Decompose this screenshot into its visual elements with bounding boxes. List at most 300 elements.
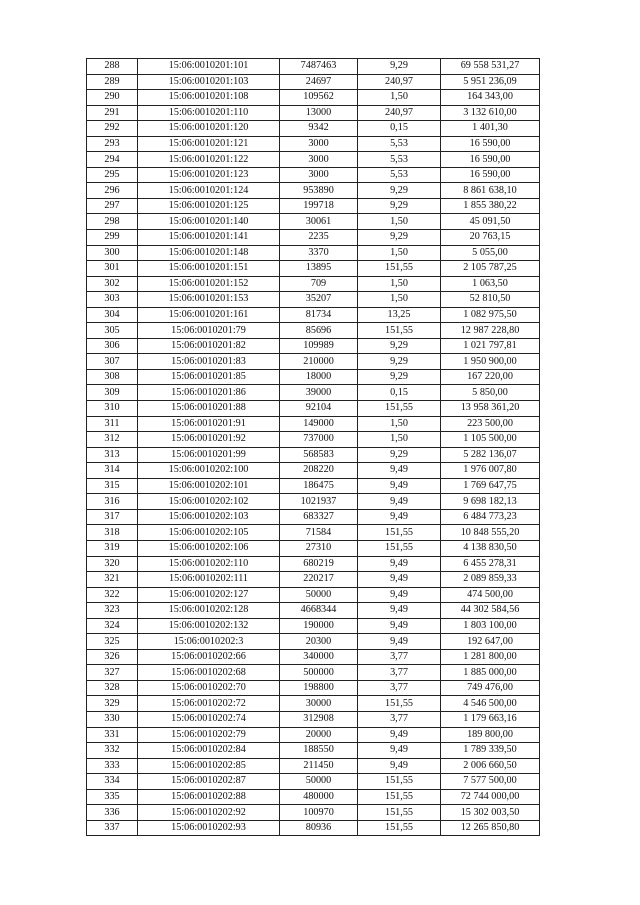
table-body xyxy=(87,59,540,836)
total-value-cell: 749 476,00 xyxy=(441,680,540,696)
cadastral-number-cell: 15:06:0010201:140 xyxy=(138,214,280,230)
area-value-cell: 100970 xyxy=(280,805,358,821)
rate-value-cell: 151,55 xyxy=(358,789,441,805)
table-row xyxy=(87,758,540,774)
cadastral-number-cell: 15:06:0010201:91 xyxy=(138,416,280,432)
cadastral-number-cell: 15:06:0010202:85 xyxy=(138,758,280,774)
table-row xyxy=(87,432,540,448)
row-number-cell: 332 xyxy=(87,743,138,759)
row-number-cell: 301 xyxy=(87,261,138,277)
total-value-cell: 6 455 278,31 xyxy=(441,556,540,572)
rate-value-cell: 1,50 xyxy=(358,214,441,230)
row-number-cell: 295 xyxy=(87,167,138,183)
area-value-cell: 3000 xyxy=(280,152,358,168)
table-row xyxy=(87,276,540,292)
row-number-cell: 308 xyxy=(87,369,138,385)
rate-value-cell: 151,55 xyxy=(358,525,441,541)
total-value-cell: 5 055,00 xyxy=(441,245,540,261)
rate-value-cell: 5,53 xyxy=(358,136,441,152)
cadastral-number-cell: 15:06:0010202:70 xyxy=(138,680,280,696)
total-value-cell: 15 302 003,50 xyxy=(441,805,540,821)
area-value-cell: 9342 xyxy=(280,121,358,137)
total-value-cell: 12 987 228,80 xyxy=(441,323,540,339)
rate-value-cell: 9,49 xyxy=(358,634,441,650)
cadastral-number-cell: 15:06:0010202:110 xyxy=(138,556,280,572)
total-value-cell: 12 265 850,80 xyxy=(441,820,540,836)
total-value-cell: 44 302 584,56 xyxy=(441,603,540,619)
table-row xyxy=(87,90,540,106)
rate-value-cell: 13,25 xyxy=(358,307,441,323)
area-value-cell: 13895 xyxy=(280,261,358,277)
rate-value-cell: 1,50 xyxy=(358,90,441,106)
table-row xyxy=(87,307,540,323)
area-value-cell: 4668344 xyxy=(280,603,358,619)
row-number-cell: 299 xyxy=(87,230,138,246)
cadastral-number-cell: 15:06:0010201:83 xyxy=(138,354,280,370)
cadastral-number-cell: 15:06:0010201:103 xyxy=(138,74,280,90)
total-value-cell: 2 105 787,25 xyxy=(441,261,540,277)
rate-value-cell: 3,77 xyxy=(358,649,441,665)
area-value-cell: 2235 xyxy=(280,230,358,246)
table-row xyxy=(87,820,540,836)
rate-value-cell: 9,49 xyxy=(358,494,441,510)
cadastral-number-cell: 15:06:0010201:86 xyxy=(138,385,280,401)
rate-value-cell: 3,77 xyxy=(358,680,441,696)
area-value-cell: 211450 xyxy=(280,758,358,774)
area-value-cell: 737000 xyxy=(280,432,358,448)
cadastral-number-cell: 15:06:0010201:125 xyxy=(138,198,280,214)
row-number-cell: 319 xyxy=(87,540,138,556)
total-value-cell: 189 800,00 xyxy=(441,727,540,743)
cadastral-number-cell: 15:06:0010201:121 xyxy=(138,136,280,152)
row-number-cell: 294 xyxy=(87,152,138,168)
total-value-cell: 20 763,15 xyxy=(441,230,540,246)
table-row xyxy=(87,323,540,339)
row-number-cell: 336 xyxy=(87,805,138,821)
row-number-cell: 303 xyxy=(87,292,138,308)
table-row xyxy=(87,338,540,354)
table-row xyxy=(87,136,540,152)
rate-value-cell: 1,50 xyxy=(358,276,441,292)
total-value-cell: 2 089 859,33 xyxy=(441,572,540,588)
total-value-cell: 10 848 555,20 xyxy=(441,525,540,541)
total-value-cell: 16 590,00 xyxy=(441,136,540,152)
row-number-cell: 288 xyxy=(87,59,138,75)
total-value-cell: 69 558 531,27 xyxy=(441,59,540,75)
rate-value-cell: 3,77 xyxy=(358,665,441,681)
cadastral-number-cell: 15:06:0010202:101 xyxy=(138,478,280,494)
table-row xyxy=(87,74,540,90)
row-number-cell: 331 xyxy=(87,727,138,743)
rate-value-cell: 9,29 xyxy=(358,198,441,214)
cadastral-number-cell: 15:06:0010201:108 xyxy=(138,90,280,106)
cadastral-number-cell: 15:06:0010202:72 xyxy=(138,696,280,712)
area-value-cell: 500000 xyxy=(280,665,358,681)
area-value-cell: 340000 xyxy=(280,649,358,665)
cadastral-number-cell: 15:06:0010202:102 xyxy=(138,494,280,510)
cadastral-number-cell: 15:06:0010201:120 xyxy=(138,121,280,137)
cadastral-number-cell: 15:06:0010201:148 xyxy=(138,245,280,261)
total-value-cell: 223 500,00 xyxy=(441,416,540,432)
total-value-cell: 2 006 660,50 xyxy=(441,758,540,774)
rate-value-cell: 9,29 xyxy=(358,183,441,199)
table-row xyxy=(87,447,540,463)
table-row xyxy=(87,634,540,650)
table-row xyxy=(87,711,540,727)
row-number-cell: 316 xyxy=(87,494,138,510)
total-value-cell: 1 401,30 xyxy=(441,121,540,137)
area-value-cell: 568583 xyxy=(280,447,358,463)
row-number-cell: 307 xyxy=(87,354,138,370)
cadastral-number-cell: 15:06:0010201:110 xyxy=(138,105,280,121)
table-row xyxy=(87,463,540,479)
total-value-cell: 13 958 361,20 xyxy=(441,401,540,417)
area-value-cell: 3000 xyxy=(280,167,358,183)
total-value-cell: 5 850,00 xyxy=(441,385,540,401)
cadastral-number-cell: 15:06:0010202:84 xyxy=(138,743,280,759)
rate-value-cell: 9,29 xyxy=(358,369,441,385)
total-value-cell: 1 789 339,50 xyxy=(441,743,540,759)
rate-value-cell: 1,50 xyxy=(358,432,441,448)
cadastral-number-cell: 15:06:0010202:127 xyxy=(138,587,280,603)
area-value-cell: 149000 xyxy=(280,416,358,432)
cadastral-number-cell: 15:06:0010202:103 xyxy=(138,509,280,525)
rate-value-cell: 9,49 xyxy=(358,463,441,479)
area-value-cell: 20300 xyxy=(280,634,358,650)
area-value-cell: 683327 xyxy=(280,509,358,525)
cadastral-number-cell: 15:06:0010202:79 xyxy=(138,727,280,743)
area-value-cell: 312908 xyxy=(280,711,358,727)
area-value-cell: 109989 xyxy=(280,338,358,354)
total-value-cell: 6 484 773,23 xyxy=(441,509,540,525)
area-value-cell: 50000 xyxy=(280,587,358,603)
cadastral-number-cell: 15:06:0010201:122 xyxy=(138,152,280,168)
row-number-cell: 291 xyxy=(87,105,138,121)
area-value-cell: 953890 xyxy=(280,183,358,199)
cadastral-number-cell: 15:06:0010202:3 xyxy=(138,634,280,650)
cadastral-number-cell: 15:06:0010201:141 xyxy=(138,230,280,246)
table-row xyxy=(87,525,540,541)
cadastral-value-table xyxy=(86,58,540,836)
cadastral-number-cell: 15:06:0010202:66 xyxy=(138,649,280,665)
table-row xyxy=(87,105,540,121)
row-number-cell: 320 xyxy=(87,556,138,572)
area-value-cell: 85696 xyxy=(280,323,358,339)
row-number-cell: 330 xyxy=(87,711,138,727)
cadastral-number-cell: 15:06:0010201:123 xyxy=(138,167,280,183)
total-value-cell: 16 590,00 xyxy=(441,152,540,168)
row-number-cell: 315 xyxy=(87,478,138,494)
total-value-cell: 1 769 647,75 xyxy=(441,478,540,494)
rate-value-cell: 0,15 xyxy=(358,121,441,137)
total-value-cell: 164 343,00 xyxy=(441,90,540,106)
row-number-cell: 321 xyxy=(87,572,138,588)
cadastral-number-cell: 15:06:0010201:92 xyxy=(138,432,280,448)
area-value-cell: 18000 xyxy=(280,369,358,385)
rate-value-cell: 9,49 xyxy=(358,587,441,603)
rate-value-cell: 151,55 xyxy=(358,820,441,836)
cadastral-number-cell: 15:06:0010202:105 xyxy=(138,525,280,541)
rate-value-cell: 9,49 xyxy=(358,509,441,525)
area-value-cell: 92104 xyxy=(280,401,358,417)
cadastral-number-cell: 15:06:0010202:100 xyxy=(138,463,280,479)
row-number-cell: 290 xyxy=(87,90,138,106)
table-row xyxy=(87,587,540,603)
rate-value-cell: 240,97 xyxy=(358,105,441,121)
area-value-cell: 3370 xyxy=(280,245,358,261)
row-number-cell: 305 xyxy=(87,323,138,339)
cadastral-number-cell: 15:06:0010202:93 xyxy=(138,820,280,836)
table-row xyxy=(87,416,540,432)
total-value-cell: 7 577 500,00 xyxy=(441,774,540,790)
row-number-cell: 310 xyxy=(87,401,138,417)
table-row xyxy=(87,401,540,417)
row-number-cell: 304 xyxy=(87,307,138,323)
rate-value-cell: 9,49 xyxy=(358,758,441,774)
area-value-cell: 210000 xyxy=(280,354,358,370)
rate-value-cell: 151,55 xyxy=(358,261,441,277)
rate-value-cell: 9,49 xyxy=(358,727,441,743)
table-row xyxy=(87,789,540,805)
area-value-cell: 30000 xyxy=(280,696,358,712)
area-value-cell: 1021937 xyxy=(280,494,358,510)
rate-value-cell: 151,55 xyxy=(358,696,441,712)
total-value-cell: 192 647,00 xyxy=(441,634,540,650)
table-row xyxy=(87,774,540,790)
table-row xyxy=(87,292,540,308)
table-row xyxy=(87,509,540,525)
area-value-cell: 24697 xyxy=(280,74,358,90)
row-number-cell: 328 xyxy=(87,680,138,696)
total-value-cell: 52 810,50 xyxy=(441,292,540,308)
table-row xyxy=(87,198,540,214)
area-value-cell: 81734 xyxy=(280,307,358,323)
table-row xyxy=(87,665,540,681)
rate-value-cell: 9,29 xyxy=(358,338,441,354)
area-value-cell: 7487463 xyxy=(280,59,358,75)
cadastral-number-cell: 15:06:0010201:88 xyxy=(138,401,280,417)
total-value-cell: 1 063,50 xyxy=(441,276,540,292)
table-row xyxy=(87,385,540,401)
cadastral-number-cell: 15:06:0010201:85 xyxy=(138,369,280,385)
row-number-cell: 335 xyxy=(87,789,138,805)
area-value-cell: 220217 xyxy=(280,572,358,588)
total-value-cell: 16 590,00 xyxy=(441,167,540,183)
area-value-cell: 109562 xyxy=(280,90,358,106)
table-row xyxy=(87,540,540,556)
row-number-cell: 334 xyxy=(87,774,138,790)
row-number-cell: 322 xyxy=(87,587,138,603)
cadastral-number-cell: 15:06:0010201:124 xyxy=(138,183,280,199)
row-number-cell: 311 xyxy=(87,416,138,432)
area-value-cell: 50000 xyxy=(280,774,358,790)
row-number-cell: 327 xyxy=(87,665,138,681)
rate-value-cell: 5,53 xyxy=(358,167,441,183)
row-number-cell: 300 xyxy=(87,245,138,261)
total-value-cell: 9 698 182,13 xyxy=(441,494,540,510)
cadastral-number-cell: 15:06:0010201:101 xyxy=(138,59,280,75)
row-number-cell: 313 xyxy=(87,447,138,463)
area-value-cell: 20000 xyxy=(280,727,358,743)
rate-value-cell: 9,49 xyxy=(358,743,441,759)
rate-value-cell: 151,55 xyxy=(358,540,441,556)
total-value-cell: 1 803 100,00 xyxy=(441,618,540,634)
rate-value-cell: 9,49 xyxy=(358,572,441,588)
table-row xyxy=(87,743,540,759)
row-number-cell: 325 xyxy=(87,634,138,650)
table-row xyxy=(87,245,540,261)
table-row xyxy=(87,230,540,246)
total-value-cell: 474 500,00 xyxy=(441,587,540,603)
cadastral-number-cell: 15:06:0010202:111 xyxy=(138,572,280,588)
rate-value-cell: 9,29 xyxy=(358,59,441,75)
area-value-cell: 198800 xyxy=(280,680,358,696)
table-row xyxy=(87,494,540,510)
row-number-cell: 324 xyxy=(87,618,138,634)
total-value-cell: 72 744 000,00 xyxy=(441,789,540,805)
rate-value-cell: 9,29 xyxy=(358,230,441,246)
row-number-cell: 293 xyxy=(87,136,138,152)
table-row xyxy=(87,121,540,137)
row-number-cell: 289 xyxy=(87,74,138,90)
cadastral-number-cell: 15:06:0010201:153 xyxy=(138,292,280,308)
row-number-cell: 314 xyxy=(87,463,138,479)
total-value-cell: 1 281 800,00 xyxy=(441,649,540,665)
area-value-cell: 199718 xyxy=(280,198,358,214)
total-value-cell: 167 220,00 xyxy=(441,369,540,385)
table-row xyxy=(87,649,540,665)
total-value-cell: 1 855 380,22 xyxy=(441,198,540,214)
table-row xyxy=(87,59,540,75)
total-value-cell: 1 179 663,16 xyxy=(441,711,540,727)
total-value-cell: 1 105 500,00 xyxy=(441,432,540,448)
area-value-cell: 208220 xyxy=(280,463,358,479)
rate-value-cell: 9,49 xyxy=(358,556,441,572)
rate-value-cell: 151,55 xyxy=(358,323,441,339)
cadastral-number-cell: 15:06:0010201:79 xyxy=(138,323,280,339)
table-row xyxy=(87,556,540,572)
total-value-cell: 1 950 900,00 xyxy=(441,354,540,370)
total-value-cell: 1 021 797,81 xyxy=(441,338,540,354)
table-row xyxy=(87,261,540,277)
cadastral-number-cell: 15:06:0010202:132 xyxy=(138,618,280,634)
cadastral-number-cell: 15:06:0010201:99 xyxy=(138,447,280,463)
rate-value-cell: 240,97 xyxy=(358,74,441,90)
table-row xyxy=(87,152,540,168)
total-value-cell: 1 885 000,00 xyxy=(441,665,540,681)
area-value-cell: 30061 xyxy=(280,214,358,230)
cadastral-number-cell: 15:06:0010201:152 xyxy=(138,276,280,292)
row-number-cell: 292 xyxy=(87,121,138,137)
row-number-cell: 297 xyxy=(87,198,138,214)
row-number-cell: 329 xyxy=(87,696,138,712)
rate-value-cell: 151,55 xyxy=(358,401,441,417)
cadastral-number-cell: 15:06:0010202:87 xyxy=(138,774,280,790)
table-row xyxy=(87,603,540,619)
rate-value-cell: 0,15 xyxy=(358,385,441,401)
table-row xyxy=(87,214,540,230)
cadastral-number-cell: 15:06:0010202:88 xyxy=(138,789,280,805)
area-value-cell: 35207 xyxy=(280,292,358,308)
table-row xyxy=(87,805,540,821)
cadastral-number-cell: 15:06:0010201:151 xyxy=(138,261,280,277)
row-number-cell: 312 xyxy=(87,432,138,448)
total-value-cell: 4 138 830,50 xyxy=(441,540,540,556)
table-row xyxy=(87,369,540,385)
area-value-cell: 190000 xyxy=(280,618,358,634)
table-row xyxy=(87,727,540,743)
rate-value-cell: 1,50 xyxy=(358,245,441,261)
area-value-cell: 27310 xyxy=(280,540,358,556)
area-value-cell: 39000 xyxy=(280,385,358,401)
area-value-cell: 480000 xyxy=(280,789,358,805)
table-row xyxy=(87,572,540,588)
rate-value-cell: 5,53 xyxy=(358,152,441,168)
rate-value-cell: 151,55 xyxy=(358,805,441,821)
total-value-cell: 5 951 236,09 xyxy=(441,74,540,90)
rate-value-cell: 1,50 xyxy=(358,292,441,308)
row-number-cell: 302 xyxy=(87,276,138,292)
table-row xyxy=(87,478,540,494)
rate-value-cell: 9,29 xyxy=(358,354,441,370)
rate-value-cell: 9,29 xyxy=(358,447,441,463)
area-value-cell: 186475 xyxy=(280,478,358,494)
total-value-cell: 45 091,50 xyxy=(441,214,540,230)
total-value-cell: 4 546 500,00 xyxy=(441,696,540,712)
table-row xyxy=(87,696,540,712)
cadastral-number-cell: 15:06:0010202:92 xyxy=(138,805,280,821)
rate-value-cell: 9,49 xyxy=(358,603,441,619)
row-number-cell: 323 xyxy=(87,603,138,619)
area-value-cell: 680219 xyxy=(280,556,358,572)
table-row xyxy=(87,167,540,183)
table-row xyxy=(87,680,540,696)
cadastral-number-cell: 15:06:0010202:128 xyxy=(138,603,280,619)
area-value-cell: 188550 xyxy=(280,743,358,759)
total-value-cell: 5 282 136,07 xyxy=(441,447,540,463)
row-number-cell: 333 xyxy=(87,758,138,774)
rate-value-cell: 3,77 xyxy=(358,711,441,727)
cadastral-number-cell: 15:06:0010201:82 xyxy=(138,338,280,354)
row-number-cell: 306 xyxy=(87,338,138,354)
area-value-cell: 80936 xyxy=(280,820,358,836)
row-number-cell: 318 xyxy=(87,525,138,541)
rate-value-cell: 9,49 xyxy=(358,478,441,494)
rate-value-cell: 1,50 xyxy=(358,416,441,432)
table-row xyxy=(87,354,540,370)
total-value-cell: 3 132 610,00 xyxy=(441,105,540,121)
area-value-cell: 3000 xyxy=(280,136,358,152)
row-number-cell: 337 xyxy=(87,820,138,836)
total-value-cell: 1 082 975,50 xyxy=(441,307,540,323)
row-number-cell: 317 xyxy=(87,509,138,525)
area-value-cell: 709 xyxy=(280,276,358,292)
rate-value-cell: 9,49 xyxy=(358,618,441,634)
row-number-cell: 298 xyxy=(87,214,138,230)
table-row xyxy=(87,183,540,199)
cadastral-number-cell: 15:06:0010202:106 xyxy=(138,540,280,556)
total-value-cell: 8 861 638,10 xyxy=(441,183,540,199)
row-number-cell: 296 xyxy=(87,183,138,199)
area-value-cell: 13000 xyxy=(280,105,358,121)
cadastral-number-cell: 15:06:0010202:74 xyxy=(138,711,280,727)
cadastral-number-cell: 15:06:0010201:161 xyxy=(138,307,280,323)
row-number-cell: 309 xyxy=(87,385,138,401)
area-value-cell: 71584 xyxy=(280,525,358,541)
cadastral-number-cell: 15:06:0010202:68 xyxy=(138,665,280,681)
total-value-cell: 1 976 007,80 xyxy=(441,463,540,479)
table-row xyxy=(87,618,540,634)
